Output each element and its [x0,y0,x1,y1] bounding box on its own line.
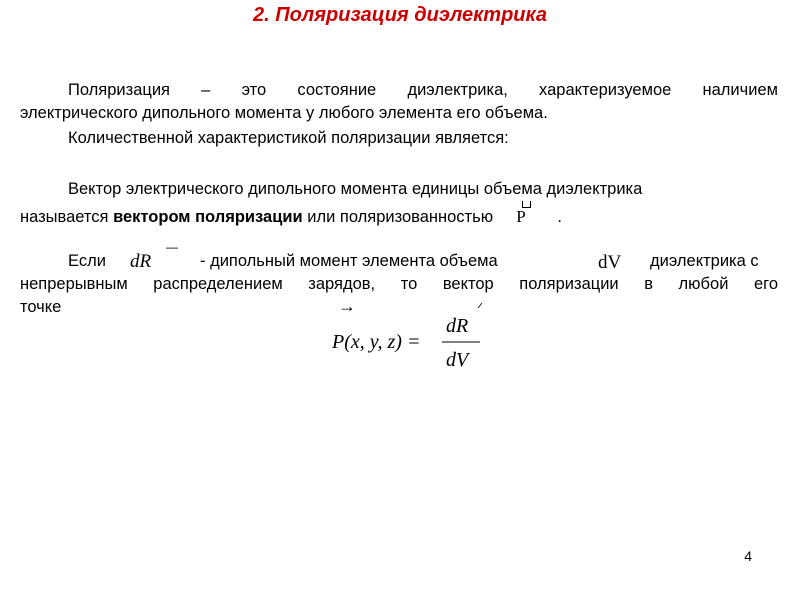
paragraph-line: Количественной характеристикой поляризации является: [68,129,509,147]
paragraph-line [20,201,778,229]
symbol-dr: dR [130,251,152,272]
text-fragment: или поляризованностью [302,208,494,226]
text-fragment: Если [68,252,106,270]
paragraph-polarization-vector [20,178,778,229]
symbol-dv: dV [598,252,622,273]
paragraph-definition [20,79,778,125]
slide-title: 2. Поляризация диэлектрика [252,4,548,26]
paragraph-quantitative [20,127,778,150]
paragraph-line [20,240,778,273]
formula-arrow: → [338,302,356,316]
vector-mark [522,201,531,208]
text-fragment: . [557,208,562,226]
formula-numerator: dR [446,315,469,337]
text-fragment: называется [20,208,114,226]
polarization-formula [332,302,492,372]
paragraph-line: Поляризация – это состояние диэлектрика, характеризуемое наличием [68,81,778,99]
paragraph-line: электрического дипольного момента у любого элемента его объема. [20,104,548,122]
text-fragment: диэлектрика с [650,252,759,270]
paragraph-line: точке [20,298,62,316]
formula-lhs: P(x, y, z) = [332,331,421,353]
formula-accent [478,303,482,308]
text-fragment: - дипольный момент элемента объема [200,252,498,270]
formula-denominator: dV [446,349,469,371]
vector-bar: — [166,240,178,254]
symbol-p: P [516,207,526,226]
page-number: 4 [744,548,752,564]
paragraph-line: непрерывным распределением зарядов, то вектор поляризации в любой его [20,275,778,293]
bold-term: вектором поляризации [113,208,303,226]
paragraph-line: Вектор электрического дипольного момента единицы объема диэлектрика [68,180,643,198]
